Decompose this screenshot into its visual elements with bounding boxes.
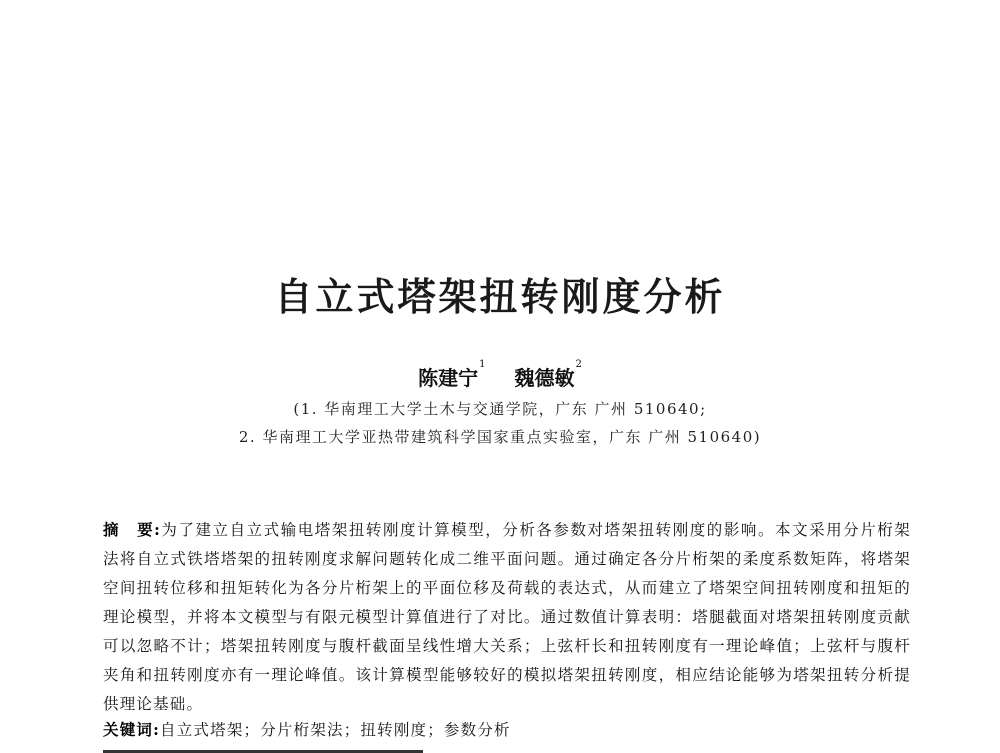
abstract bbox=[103, 515, 911, 719]
author-2 bbox=[514, 359, 582, 391]
affiliation-1: (1. 华南理工大学土木与交通学院，广东 广州 510640; bbox=[293, 400, 707, 418]
author-1-affiliation-mark: 1 bbox=[479, 359, 486, 370]
keywords-text: 自立式塔架；分片桁架法；扭转刚度；参数分析 bbox=[160, 721, 511, 739]
clipped-text-line bbox=[103, 745, 523, 753]
affiliation-2: 2. 华南理工大学亚热带建筑科学国家重点实验室，广东 广州 510640) bbox=[238, 428, 762, 446]
abstract-text: 为了建立自立式输电塔架扭转刚度计算模型，分析各参数对塔架扭转刚度的影响。本文采用分片桁架法将自立式铁塔塔架的扭转刚度求解问题转化成二维平面问题。通过确定各分片桁架的柔度系数矩阵，将塔架空间扭转位移和扭矩转化为各分片桁架上的平面位移及荷载的表达式，从而建立了塔架空间扭转刚度和扭矩的理论模型，并将本文模型与有限元模型计算值进行了对比。通过数值计算表明：塔腿截面对塔架扭转刚度贡献可以忽略不计；塔架扭转刚度与腹杆截面呈线性增大关系；上弦杆长和扭转刚度有一理论峰值；上弦杆与腹杆夹角和扭转刚度亦有一理论峰值。该计算模型能够较好的模拟塔架扭转刚度，相应结论能够为塔架扭转分析提供理论基础。 bbox=[103, 521, 911, 713]
keywords-label: 关键词: bbox=[103, 720, 161, 739]
author-2-affiliation-mark: 2 bbox=[575, 359, 582, 370]
author-2-name: 魏德敏 bbox=[514, 366, 575, 390]
paper-title: 自立式塔架扭转刚度分析 bbox=[274, 275, 726, 319]
author-1-name: 陈建宁 bbox=[418, 366, 479, 390]
author-line bbox=[0, 359, 1000, 391]
keywords bbox=[103, 718, 911, 740]
abstract-label: 摘 要: bbox=[103, 520, 162, 539]
author-1 bbox=[418, 359, 486, 391]
